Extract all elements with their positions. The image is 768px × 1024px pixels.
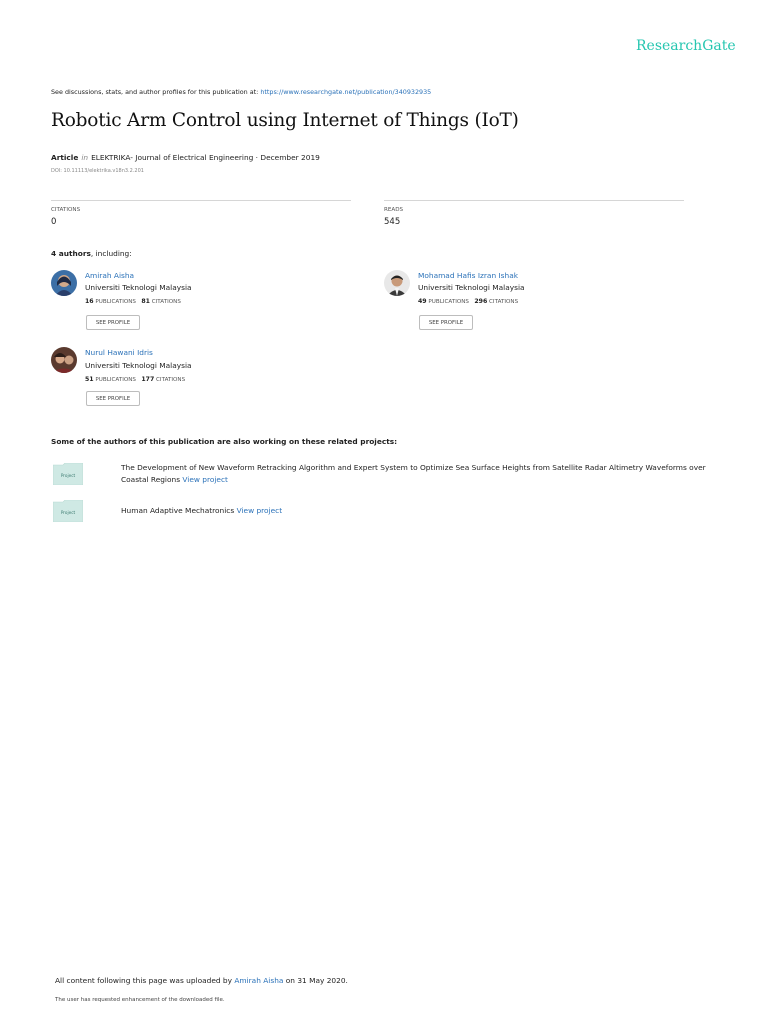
journal-name: ELEKTRIKA- Journal of Electrical Engineering · December 2019 — [91, 153, 320, 162]
citations-value: 0 — [51, 217, 57, 227]
meta-in: in — [81, 153, 89, 162]
publication-title: Robotic Arm Control using Internet of Things (IoT) — [51, 110, 519, 131]
author-stats: 51 PUBLICATIONS 177 CITATIONS — [85, 376, 186, 383]
project-folder-icon — [53, 463, 83, 485]
article-type: Article — [51, 153, 79, 162]
project-icon-label: Project — [60, 473, 76, 478]
author-name-link[interactable]: Mohamad Hafis Izran Ishak — [418, 271, 519, 280]
view-project-link[interactable]: View project — [182, 475, 228, 485]
researchgate-logo[interactable]: ResearchGate — [636, 38, 736, 54]
citations-label: CITATIONS — [51, 207, 81, 213]
view-project-link[interactable]: View project — [236, 506, 283, 515]
stats-divider — [51, 200, 351, 201]
avatar[interactable] — [51, 347, 77, 373]
see-profile-button[interactable]: SEE PROFILE — [86, 315, 140, 330]
author-affiliation: Universiti Teknologi Malaysia — [418, 283, 525, 292]
authors-including: , including: — [90, 249, 132, 258]
stats-divider — [384, 200, 684, 201]
authors-count: 4 authors — [51, 249, 91, 258]
upload-note: All content following this page was uploaded by Amirah Aisha on 31 May 2020. — [55, 976, 348, 985]
see-profile-button[interactable]: SEE PROFILE — [86, 391, 140, 406]
avatar[interactable] — [51, 270, 77, 296]
project-icon-label: Project — [60, 510, 76, 515]
project-title: The Development of New Waveform Retracking Algorithm and Expert System to Optimize Sea Surface Heights from Satellite Radar Altimetry Waveforms over Coastal Regions — [121, 463, 706, 485]
discussion-line — [51, 88, 431, 96]
reads-label: READS — [384, 207, 404, 213]
author-name-link[interactable]: Amirah Aisha — [85, 271, 135, 280]
publication-meta — [51, 153, 320, 162]
author-affiliation: Universiti Teknologi Malaysia — [85, 283, 192, 292]
doi: DOI: 10.11113/elektrika.v18n3.2.201 — [51, 168, 144, 174]
see-profile-button[interactable]: SEE PROFILE — [419, 315, 473, 330]
project-item — [121, 505, 721, 517]
enhancement-note: The user has requested enhancement of the downloaded file. — [55, 997, 225, 1003]
uploader-link[interactable]: Amirah Aisha — [234, 976, 284, 985]
reads-value: 545 — [384, 217, 401, 227]
author-affiliation: Universiti Teknologi Malaysia — [85, 361, 192, 370]
author-stats: 16 PUBLICATIONS 81 CITATIONS — [85, 298, 181, 305]
publication-url-link[interactable]: https://www.researchgate.net/publication/340932935 — [260, 88, 432, 96]
project-folder-icon — [53, 500, 83, 522]
avatar[interactable] — [384, 270, 410, 296]
related-projects-heading: Some of the authors of this publication are also working on these related projects: — [51, 437, 398, 446]
authors-heading — [51, 249, 132, 258]
author-stats: 49 PUBLICATIONS 296 CITATIONS — [418, 298, 519, 305]
project-item — [121, 462, 721, 487]
discussion-prefix: See discussions, stats, and author profiles for this publication at: — [51, 88, 261, 96]
author-name-link[interactable]: Nurul Hawani Idris — [85, 348, 153, 357]
project-title: Human Adaptive Mechatronics — [121, 506, 235, 515]
